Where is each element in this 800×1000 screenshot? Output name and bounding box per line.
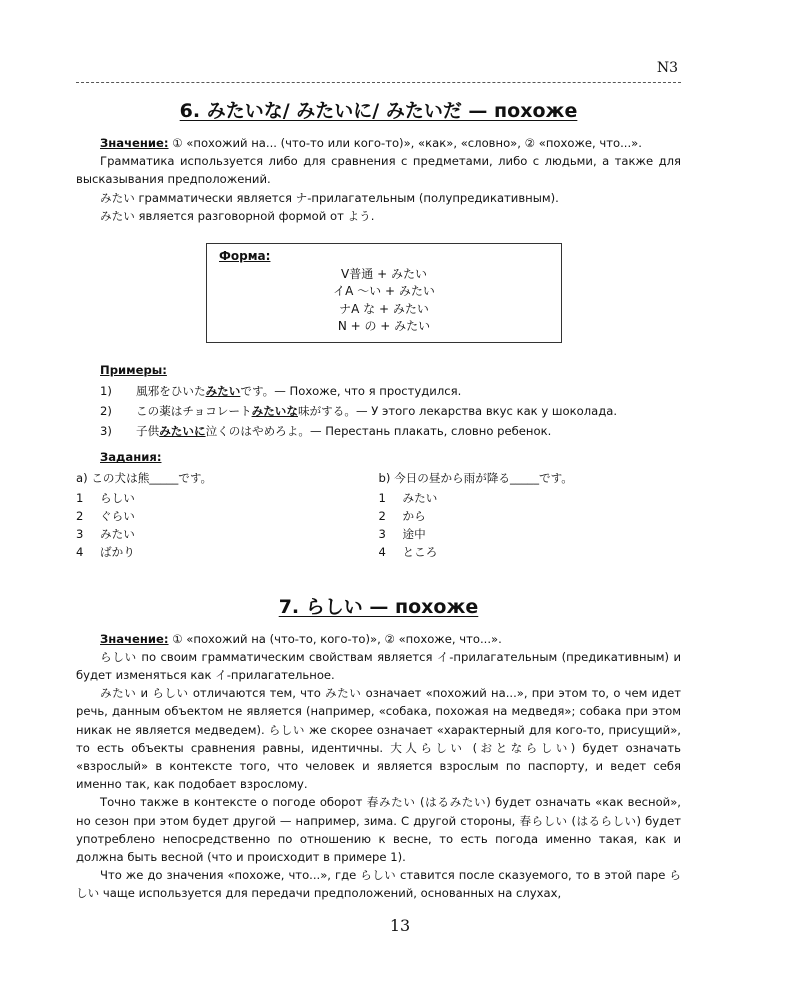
- example-key: みたい: [205, 383, 241, 398]
- meaning-text: ① «похожий на (что-то, кого-то)», ② «похоже, что...».: [168, 631, 502, 646]
- paragraph: みたい грамматически является ナ-прилагательным (полупредикативным).: [100, 190, 559, 205]
- example-number: 1): [100, 383, 112, 398]
- example-key: みたいに: [159, 424, 206, 439]
- page-number: 13: [389, 916, 411, 935]
- paragraph: Точно также в контексте о погоде оборот 春みたい (はるみたい) будет означать «как весной», но сезон при этом будет другой — например, зима. С другой стороны, 春らしい (はるらしい) будет употреблено непосредственно по отношению к весне, то есть погода именно такая, как и должна быть весной (что и происходит в примере 1).: [76, 795, 681, 864]
- example-item: [76, 402, 681, 420]
- task-option: 3 途中: [378, 527, 426, 542]
- task-option: 4 ところ: [378, 545, 438, 560]
- tasks: [76, 469, 681, 562]
- meaning-text: ① «похожий на... (что-то или кого-то)», «как», «словно», ② «похоже, что...».: [168, 136, 642, 150]
- paragraph: みたい и らしい отличаются тем, что みたい означает «похожий на...», при этом то, о чем идет речь, данным объектом не является (например, «собака, похожая на медведя»; собака при этом никак не является медведем). らしい же скорее означает «характерный для кого-то, присущий», то есть объекты сравнения равны, идентичны. 大人らしい (おとならしい) будет означать «взрослый» в контексте того, что человек и является взрослым по паспорту, и ведет себя именно так, как подобает взрослому.: [76, 686, 681, 792]
- header-divider: [76, 82, 681, 83]
- section-title-rashii: 7. らしい — похоже: [278, 595, 479, 618]
- task-option: 2 ぐらい: [76, 508, 135, 523]
- paragraph: みたい является разговорной формой от よう.: [100, 208, 375, 223]
- task-option: 1 らしい: [76, 490, 135, 505]
- task-option: 3 みたい: [76, 527, 135, 542]
- forma-row: N + の + みたい: [337, 319, 431, 334]
- tasks-label: Задания:: [100, 450, 162, 465]
- task-option: 4 ばかり: [76, 545, 135, 560]
- examples-list: [76, 382, 681, 441]
- meaning-paragraph: [76, 134, 681, 152]
- task-option: 2 から: [378, 508, 426, 523]
- forma-row: ナA な + みたい: [339, 301, 429, 316]
- forma-row: V普通 + みたい: [341, 266, 427, 281]
- example-item: [76, 422, 681, 440]
- examples-label: Примеры:: [100, 362, 167, 377]
- forma-label: Форма:: [219, 249, 271, 264]
- content: [76, 96, 681, 903]
- task-b: [379, 469, 682, 562]
- paragraph: Грамматика используется либо для сравнения с предметами, либо с людьми, а также для высказывания предположений.: [76, 154, 681, 187]
- paragraph: Что же до значения «похоже, что...», где らしい ставится после сказуемого, то в этой паре らしい чаще используется для передачи предположений, основанных на слухах,: [76, 868, 681, 901]
- example-number: 2): [100, 403, 112, 418]
- example-text: 子供みたいに泣くのはやめろよ。— Перестань плакать, словно ребенок.: [136, 424, 552, 439]
- forma-row: イA ～い + みたい: [333, 284, 435, 299]
- meaning-label: Значение:: [100, 631, 169, 646]
- paragraph: らしい по своим грамматическим свойствам является イ-прилагательным (предикативным) и будет изменяться как イ-прилагательное.: [76, 649, 681, 682]
- task-question: b) 今日の昼から雨が降る_____です。: [378, 470, 573, 485]
- meaning-label: Значение:: [100, 136, 169, 150]
- section-rashii: [76, 594, 681, 903]
- example-item: [76, 382, 681, 400]
- task-a: [76, 469, 379, 562]
- section-title-mitai: 6. みたいな/ みたいに/ みたいだ — похоже: [179, 100, 578, 122]
- example-text: この薬はチョコレートみたいな味がする。— У этого лекарства вкус как у шоколада.: [136, 403, 618, 418]
- forma-box: [206, 243, 562, 343]
- level-label: N3: [656, 60, 678, 76]
- task-option: 1 みたい: [378, 490, 438, 505]
- example-key: みたいな: [251, 403, 298, 418]
- example-text: 風邪をひいたみたいです。— Похоже, что я простудился.: [136, 383, 462, 398]
- task-question: a) この犬は熊_____です。: [76, 470, 213, 485]
- meaning-paragraph: [76, 630, 681, 648]
- example-number: 3): [100, 424, 112, 439]
